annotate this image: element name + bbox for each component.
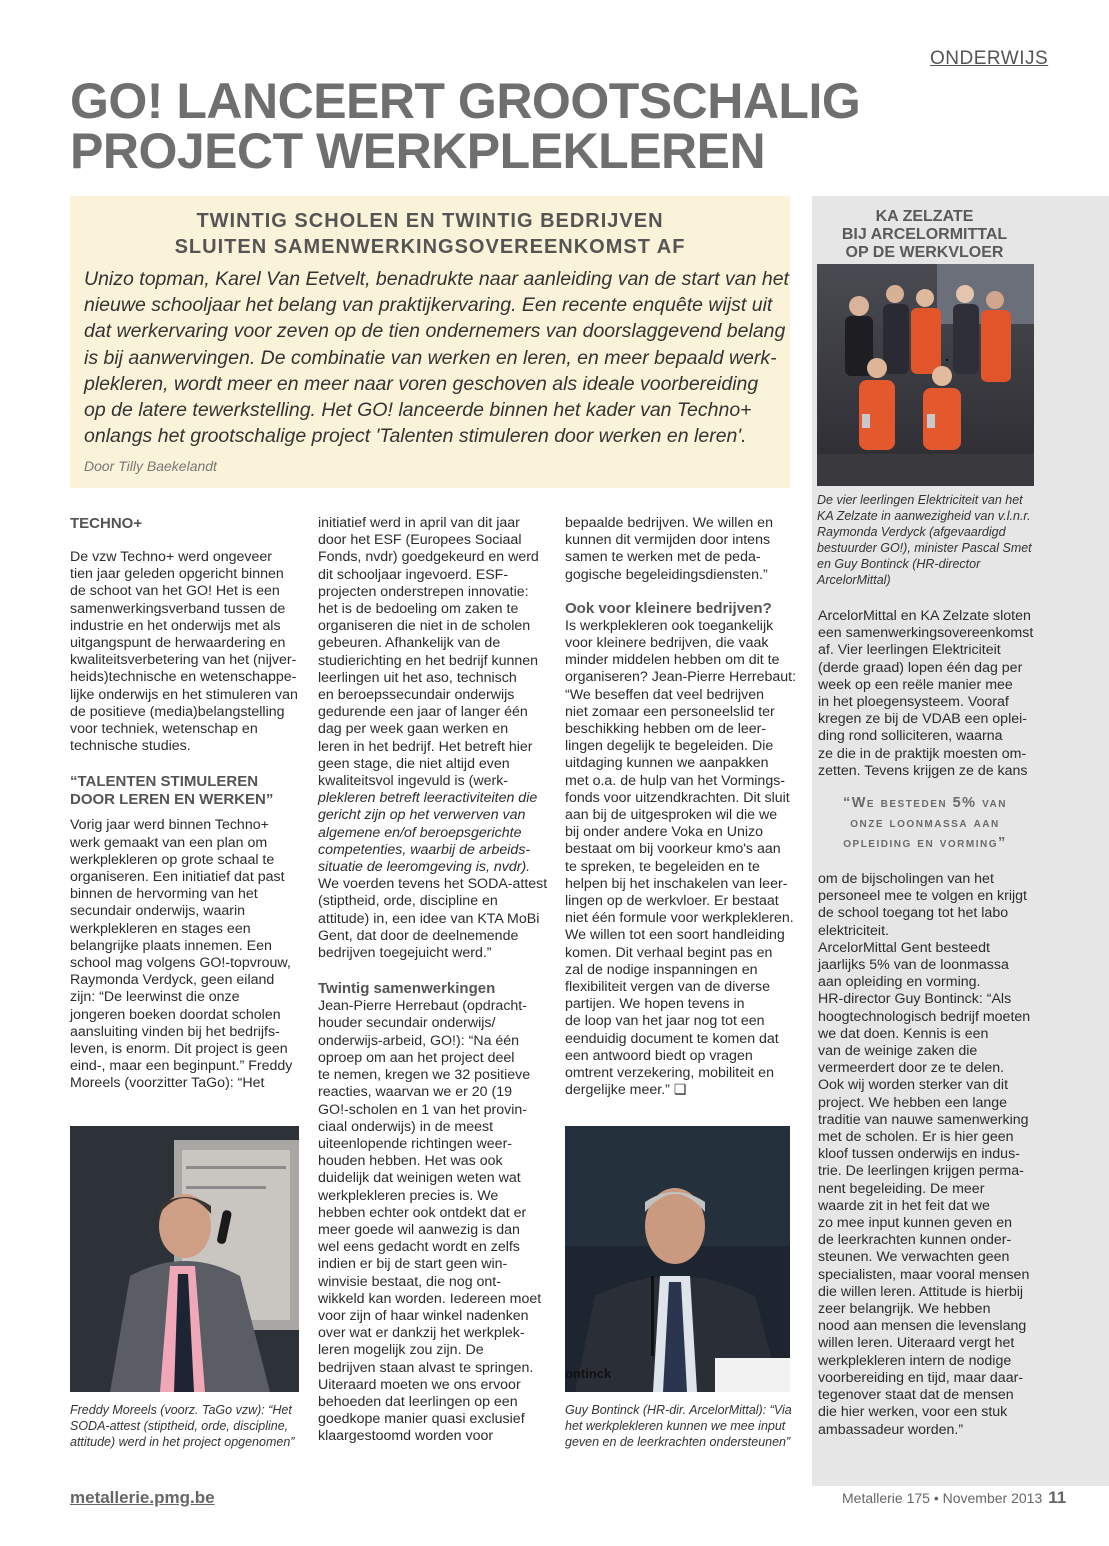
text-line: Is werkplekleren ook toegankelijk [565, 617, 774, 634]
text-line: vermeerdert door ze te delen. [818, 1060, 1005, 1077]
sidebar-paragraph-1 [818, 608, 1048, 780]
text-line: meer goede wil aanwezig is dan [318, 1221, 520, 1238]
text-line: GO!-scholen en 1 van het provin- [318, 1101, 527, 1118]
text-line: voor techniek, wetenschap en [70, 721, 258, 738]
caption-line: geven en de leerkrachten ondersteunen” [565, 1435, 791, 1449]
pull-quote [818, 793, 1032, 853]
text-line: Uiteraard moeten we ons ervoor [318, 1376, 521, 1393]
text-line: bestaat om bij voorkeur kmo's aan [565, 841, 781, 858]
text-line: projecten onderstrepen innovatie: [318, 583, 529, 600]
text-line: dit schooljaar ingevoerd. ESF- [318, 566, 509, 583]
text-line: tegenover staat dat de mensen [818, 1387, 1014, 1404]
text-line: lijke onderwijs en het stimuleren van [70, 686, 298, 703]
text-line: werkplekleren op grote schaal te [70, 851, 275, 868]
text-line: te nemen, kregen we 32 positieve [318, 1067, 531, 1084]
text-line: leren mogelijk zou zijn. De [318, 1342, 484, 1359]
text-line: door het ESF (Europees Sociaal [318, 532, 522, 549]
text-line: uitgangspunt de herwaardering en [70, 635, 286, 652]
text-line: een samenwerkingsovereenkomst [818, 625, 1034, 642]
text-line: ambassadeur worden.” [818, 1421, 964, 1438]
text-line: hebben echter ook ontdekt dat er [318, 1204, 527, 1221]
lead-line: is bij aanwervingen. De combinatie van werken en leren, en meer bepaald werk- [84, 346, 777, 369]
text-line: met de scholen. Er is hier geen [818, 1129, 1014, 1146]
group-photo-image [817, 264, 1034, 486]
sidebar-title-line: BIJ ARCELORMITTAL [841, 226, 1008, 243]
text-line: niet één formule voor werkplekleren. [565, 910, 794, 927]
bontinck-photo-image [565, 1126, 790, 1392]
column-2 [318, 515, 548, 1446]
text-line: ArcelorMittal Gent besteedt [818, 939, 990, 956]
text-line: te spreken, te begeleiden en te [565, 858, 760, 875]
text-line: dag per week gaan werken en [318, 721, 509, 738]
text-line: indien er bij de start geen win- [318, 1256, 508, 1273]
caption-line: KA Zelzate in aanwezigheid van v.l.n.r. [817, 509, 1031, 523]
text-line: over wat er dankzij het werkplek- [318, 1325, 525, 1342]
text-line: kunnen dit vermijden door intens [565, 532, 771, 549]
text-line: goedkope manier quasi exclusief [318, 1411, 525, 1428]
text-line: technische studies. [70, 738, 191, 755]
caption-line: SODA-attest (stiptheid, orde, discipline, [70, 1419, 289, 1433]
issue-label: Metallerie 175 • November 2013 [842, 1490, 1043, 1506]
text-line: voorbereiding en tijd, maar daar- [818, 1369, 1024, 1386]
text-line: school mag volgens GO!-topvrouw, [70, 955, 291, 972]
text-line: zetten. Tevens krijgen ze de kans [818, 762, 1028, 779]
headline-line-2: PROJECT WERKPLEKLEREN [70, 123, 766, 179]
text-line: heids)technische en wetenschappe- [70, 669, 297, 686]
section-heading: DOOR LEREN EN WERKEN” [70, 791, 274, 809]
text-line: de schoot van het GO! Het is een [70, 583, 280, 600]
caption-line: De vier leerlingen Elektriciteit van het [817, 493, 1023, 507]
section-label: ONDERWIJS [930, 48, 1049, 69]
caption-line: Guy Bontinck (HR-dir. ArcelorMittal): “Via [565, 1403, 792, 1417]
text-line: van de weinige zaken die [818, 1043, 978, 1060]
text-line: situatie de leeromgeving is, nvdr). [318, 859, 531, 876]
text-line: de school toegang tot het labo [818, 905, 1009, 922]
lead-line: dat werkervaring voor zeven op de tien ondernemers van doorslaggevend belang [84, 320, 786, 343]
section-heading: TECHNO+ [70, 515, 143, 532]
text-line: tien jaar geleden opgericht binnen [70, 566, 284, 583]
text-line: belangrijke plaats innemen. Een [70, 937, 272, 954]
text-line: fonds voor uitzendkrachten. Dit sluit [565, 789, 790, 806]
text-line: om de bijscholingen van het [818, 871, 994, 887]
text-line: de leerkrachten kunnen onder- [818, 1232, 1012, 1249]
text-line: week op een reële manier mee [818, 676, 1013, 693]
page-number: 11 [1048, 1488, 1067, 1507]
text-line: De vzw Techno+ werd ongeveer [70, 549, 273, 565]
text-line: waarde zit in het feit dat we [818, 1197, 990, 1214]
text-line: plekleren betreft leeractiviteiten die [318, 790, 538, 807]
text-line: willen leren. Uiteraard vergt het [818, 1335, 1015, 1352]
intro-subtitle [70, 208, 790, 260]
text-line: leren in het bedrijf. Het betreft hier [318, 738, 533, 755]
text-line: voor zijn of haar winkel nadenken [318, 1307, 529, 1324]
text-line: eind-, maar een beginpunt.” Freddy [70, 1058, 293, 1075]
text-line: Jean-Pierre Herrebaut (opdracht- [318, 998, 527, 1015]
text-line: zal de nodige inspanningen en [565, 961, 758, 978]
lead-line: onlangs het grootschalige project 'Talenten stimuleren door werken en leren'. [84, 425, 747, 448]
sidebar-title-line: OP DE WERKVLOER [845, 244, 1004, 261]
column-1 [70, 515, 300, 1093]
text-line: helpen bij het inschakelen van leer- [565, 875, 788, 892]
text-line: organiseren. Een initiatief dat past [70, 869, 285, 886]
text-line: competenties, waarbij de arbeids- [318, 841, 531, 858]
text-line: samen te werken met de peda- [565, 549, 761, 566]
group-photo [817, 264, 1034, 486]
photo-nameplate: ontinck [565, 1366, 612, 1381]
footer-issue [842, 1488, 1066, 1508]
lead-line: Unizo topman, Karel Van Eetvelt, benadrukte naar aanleiding van de start van het [84, 268, 789, 290]
text-line: die willen leren. Attitude is hierbij [818, 1283, 1024, 1300]
text-line: in het ploegensysteem. Vooraf [818, 694, 1009, 711]
text-line: industrie en het onderwijs met als [70, 617, 281, 634]
text-line: onderwijs-arbeid, GO!): “Na één [318, 1032, 520, 1049]
intro-lead [84, 266, 789, 449]
text-line: jongeren boeken doordat scholen [70, 1006, 281, 1023]
text-line: nent begeleiding. De meer [818, 1180, 985, 1197]
caption-line: ArcelorMittal) [817, 573, 891, 587]
section-heading: “TALENTEN STIMULEREN [70, 773, 259, 791]
text-line: kregen ze bij de VDAB een oplei- [818, 711, 1027, 728]
quote-line: opleiding en vorming” [843, 835, 1007, 851]
text-line: wel eens gedacht wordt en zelfs [318, 1239, 520, 1256]
text-line: gedurende een jaar of langer één [318, 704, 528, 721]
text-line: Fonds, nvdr) goedgekeurd en werd [318, 549, 539, 566]
text-line: omtrent verzekering, mobiliteit en [565, 1065, 774, 1082]
text-line: trie. De leerlingen krijgen perma- [818, 1163, 1024, 1180]
quote-line: “We besteden 5% van [843, 795, 1007, 811]
text-line: lingen degelijk te begeleiden. Die [565, 738, 774, 755]
text-line: uitdaging kunnen we aanpakken [565, 755, 769, 772]
text-line: de loop van het jaar nog tot een [565, 1013, 765, 1030]
text-line: aansluiting vinden bij het bedrijfs- [70, 1023, 280, 1040]
text-line: secundair onderwijs, waarin [70, 903, 246, 920]
text-line: Raymonda Verdyck, geen eiland [70, 972, 275, 989]
text-line: ArcelorMittal en KA Zelzate sloten [818, 608, 1031, 624]
text-line: hoogtechnologisch bedrijf moeten [818, 1008, 1031, 1025]
text-line: initiatief werd in april van dit jaar [318, 515, 520, 531]
sidebar-title-line: KA ZELZATE [875, 208, 974, 225]
sidebar-paragraph-2 [818, 871, 1048, 1439]
text-line: ze die in de praktijk moesten om- [818, 745, 1027, 762]
text-line: ding rond solliciteren, waarna [818, 728, 1003, 745]
text-line: zeer belangrijk. We hebben [818, 1301, 991, 1318]
text-line: minder middelen hebben om dit te [565, 652, 780, 669]
text-line: en beroepssecundair onderwijs [318, 687, 515, 704]
text-line: kwaliteitsverbetering van het (nijver- [70, 652, 297, 669]
text-line: we dat doen. Kennis is een [818, 1025, 989, 1042]
text-line: gericht zijn op het verwerven van [318, 807, 526, 824]
text-line: kwaliteitsvol ingevuld is (werk- [318, 773, 509, 790]
text-line: kloof tussen onderwijs en indus- [818, 1146, 1020, 1163]
text-line: met o.a. de hulp van het Vormings- [565, 772, 786, 789]
text-line: bij onder andere Voka en Unizo [565, 824, 763, 841]
lead-line: plekleren, wordt meer en meer naar voren geschoven als ideale voorbereiding [84, 372, 759, 395]
text-line: Gent, dat door de deelnemende [318, 927, 519, 944]
text-line: komen. Dit verhaal begint pas en [565, 944, 773, 961]
text-line: attitude) in, een idee van KTA MoBi [318, 910, 540, 927]
caption-line: en Guy Bontinck (HR-director [817, 557, 981, 571]
text-line: oproep om aan het project deel [318, 1049, 515, 1066]
text-line: specialisten, maar vooral mensen [818, 1266, 1030, 1283]
column-3 [565, 515, 795, 1100]
caption-line: het werkplekleren kunnen we mee input [565, 1419, 786, 1433]
text-line: zo mee input kunnen geven en [818, 1215, 1013, 1232]
text-line: aan opleiding en vorming. [818, 974, 981, 991]
text-line: We willen tot een soort handleiding [565, 927, 785, 944]
text-line: behoeden dat leerlingen op een [318, 1393, 518, 1410]
text-line: bepaalde bedrijven. We willen en [565, 515, 773, 531]
text-line: aan bij de uitgesproken wil die we [565, 807, 778, 824]
text-line: “We beseffen dat veel bedrijven [565, 686, 765, 703]
text-line: af. Vier leerlingen Elektriciteit [818, 642, 1001, 659]
text-line: nood aan mensen die levenslang [818, 1318, 1027, 1335]
byline: Door Tilly Baekelandt [84, 458, 217, 474]
lead-line: op de latere tewerkstelling. Het GO! lanceerde binnen het kader van Techno+ [84, 399, 752, 422]
caption-line: Raymonda Verdyck (afgevaardigd [817, 525, 1006, 539]
text-line: werk gemaakt van een plan om [70, 834, 268, 851]
text-line: leven, is enorm. Dit project is geen [70, 1041, 288, 1058]
text-line: eenduidig document te komen dat [565, 1030, 779, 1047]
speaker-photo [70, 1126, 299, 1392]
caption-line: attitude) werd in het project opgenomen” [70, 1435, 295, 1449]
text-line: organiseren? Jean-Pierre Herrebaut: [565, 669, 797, 686]
caption-line: Freddy Moreels (voorz. TaGo vzw): “Het [70, 1403, 292, 1417]
text-line: We voerden tevens het SODA-attest [318, 876, 548, 893]
text-line: klaargestoomd worden voor [318, 1428, 494, 1445]
caption-line: bestuurder GO!), minister Pascal Smet [817, 541, 1032, 555]
text-line: winvisie bestaat, die nog ont- [318, 1273, 501, 1290]
intro-subtitle-line: TWINTIG SCHOLEN EN TWINTIG BEDRIJVEN [196, 210, 664, 232]
text-line: dergelijke meer.” ❑ [565, 1082, 687, 1099]
text-line: het is de bedoeling om zaken te [318, 601, 519, 618]
text-line: (stiptheid, orde, discipline en [318, 893, 498, 910]
group-photo-caption [817, 492, 1042, 588]
text-line: duidelijk dat weinigen weten wat [318, 1170, 521, 1187]
text-line: studierichting en het bedrijf kunnen [318, 652, 539, 669]
footer-url[interactable]: metallerie.pmg.be [70, 1488, 215, 1507]
text-line: jaarlijks 5% van de loonmassa [818, 957, 1009, 974]
text-line: niet zomaar een personeelslid ter [565, 703, 775, 720]
intro-subtitle-line: SLUITEN SAMENWERKINGSOVEREENKOMST AF [174, 236, 686, 258]
text-line: werkplekleren intern de nodige [818, 1352, 1012, 1369]
text-line: leerlingen uit het aso, technisch [318, 669, 517, 686]
lead-line: nieuwe schooljaar het belang van praktijkervaring. Een recente enquête wijst uit [84, 294, 773, 317]
text-line: lingen op de werkvloer. Er bestaat [565, 893, 779, 910]
bontinck-photo-caption [565, 1402, 800, 1450]
text-line: wikkeld kan worden. Iedereen moet [318, 1290, 542, 1307]
text-line: voor kleinere bedrijven, die vaak [565, 635, 769, 652]
text-line: bedrijven toegejuicht werd.” [318, 945, 492, 962]
speaker-photo-caption [70, 1402, 305, 1450]
section-heading: Ook voor kleinere bedrijven? [565, 599, 772, 617]
text-line: elektriciteit. [818, 922, 889, 939]
text-line: bedrijven staan alvast te springen. [318, 1359, 534, 1376]
text-line: Vorig jaar werd binnen Techno+ [70, 817, 269, 834]
text-line: project. We hebben een lange [818, 1094, 1008, 1111]
text-line: houden hebben. Het was ook [318, 1153, 503, 1170]
text-line: geen stage, die niet altijd even [318, 755, 510, 772]
text-line: partijen. We hopen tevens in [565, 996, 745, 1013]
quote-line: onze loonmassa aan [850, 815, 1000, 831]
text-line: binnen de hervorming van het [70, 886, 258, 903]
bontinck-photo [565, 1126, 790, 1392]
text-line: ciaal onderwijs) in de meest [318, 1118, 494, 1135]
text-line: traditie van nauwe samenwerking [818, 1111, 1029, 1128]
text-line: flexibiliteit vergen van de diverse [565, 979, 771, 996]
text-line: een antwoord biedt op vragen [565, 1047, 753, 1064]
speaker-photo-image [70, 1126, 299, 1392]
text-line: gebeuren. Afhankelijk van de [318, 635, 501, 652]
text-line: Moreels (voorzitter TaGo): “Het [70, 1075, 265, 1092]
text-line: beschikking hebben om de leer- [565, 721, 767, 738]
text-line: organiseren die niet in de scholen [318, 618, 531, 635]
text-line: Ook wij worden sterker van dit [818, 1077, 1009, 1094]
text-line: algemene en/of beroepsgerichte [318, 824, 522, 841]
section-heading: Twintig samenwerkingen [318, 980, 496, 998]
text-line: werkplekleren en stages een [70, 920, 251, 937]
text-line: (derde graad) lopen één dag per [818, 659, 1023, 676]
text-line: steunen. We verwachten geen [818, 1249, 1010, 1266]
text-line: werkplekleren precies is. We [318, 1187, 499, 1204]
text-line: uiteenlopende richtingen weer- [318, 1135, 513, 1152]
intro-box [70, 196, 790, 488]
text-line: gogische begeleidingsdiensten.” [565, 566, 768, 583]
text-line: zijn: “De leerwinst die onze [70, 989, 240, 1006]
text-line: houder secundair onderwijs/ [318, 1015, 496, 1032]
text-line: samenwerkingsverband tussen de [70, 600, 286, 617]
text-line: de positieve (media)belangstelling [70, 703, 285, 720]
headline-line-1: GO! LANCEERT GROOTSCHALIG [70, 73, 861, 129]
text-line: die hier werken, voor een stuk [818, 1404, 1008, 1421]
sidebar-title [812, 208, 1037, 262]
headline [70, 73, 861, 179]
text-line: HR-director Guy Bontinck: “Als [818, 991, 1012, 1008]
text-line: personeel mee te volgen en krijgt [818, 888, 1027, 905]
text-line: reacties, waarvan we er 20 (19 [318, 1084, 512, 1101]
